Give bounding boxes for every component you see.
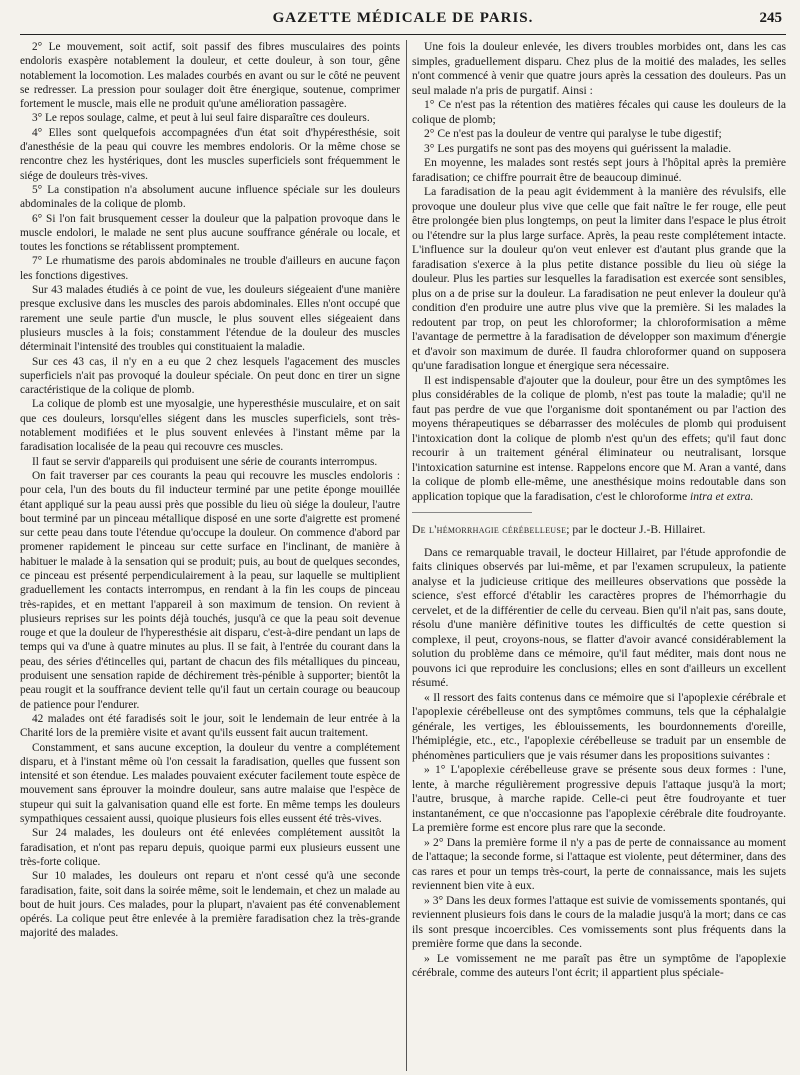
paragraph: Sur 24 malades, les douleurs ont été enlevées complétement aussitôt la faradisation, et n'ont pas reparu depuis, quoique parmi eux plusieurs eussent une très-forte colique. <box>20 827 400 868</box>
paragraph: Constamment, et sans aucune exception, la douleur du ventre a complétement disparu, et à l'instant même où l'on cessait la faradisation, quelles que fussent son intensité et son étendue. Les malades pouvaient exécuter facilement toute espèce de mouvement sans éprouver la moindre douleur, sans autre malaise que l'espèce de stupeur qui suit la galvanisation quand elle est forte. En même temps les douleurs sympathiques cessaient aussi, quoique plusieurs fois elles eussent été très-vives. <box>20 741 400 826</box>
paragraph: Sur ces 43 cas, il n'y en a eu que 2 chez lesquels l'agacement des muscles superficiels n'ait pas provoqué la douleur spéciale. On peut donc en tirer un signe caractéristique de la colique de plomb. <box>20 355 400 397</box>
section-title: De l'hémorrhagie cérébelleuse <box>412 523 567 536</box>
paragraph: « Il ressort des faits contenus dans ce mémoire que si l'apoplexie cérébrale et l'apoplexie cérébelleuse ont des symptômes communs, tels que la céphalalgie générale, les vertiges, les éblouissements, les bourdonnements d'oreille, l'hémiplégie, etc., etc., l'apoplexie cérébelleuse se traduit par un ensemble de phénomènes particuliers que je vais résumer dans les propositions suivantes : <box>412 690 786 762</box>
paragraph: 3° Les purgatifs ne sont pas des moyens qui guérissent la maladie. <box>424 141 732 155</box>
paragraph <box>412 374 786 505</box>
text-columns <box>20 40 786 1071</box>
paragraph: 2° Ce n'est pas la douleur de ventre qui paralyse le tube digestif; <box>424 127 722 140</box>
paragraph: 7° Le rhumatisme des parois abdominales ne trouble d'ailleurs en aucune façon les fonctions digestives. <box>20 255 400 282</box>
section-byline: ; par le docteur J.-B. Hillairet. <box>566 523 706 536</box>
paragraph: 6° Si l'on fait brusquement cesser la douleur que la palpation provoque dans le muscle endolori, le malade ne sent plus aucune souffrance générale ou locale, et toutes les fonctions se rétablissent promptement. <box>20 212 400 254</box>
column-divider <box>406 40 407 1071</box>
right-column <box>412 40 786 1071</box>
paragraph: Il faut se servir d'appareils qui produisent une série de courants interrompus. <box>32 455 378 468</box>
section-heading <box>412 523 786 538</box>
paragraph: » 3° Dans les deux formes l'attaque est suivie de vomissements spontanés, qui reviennent plusieurs fois dans le cours de la maladie jusqu'à la mort; dans ce cas ils sont presque incoercibles. Ces vomissements sont plus fréquents dans la première forme que dans la seconde. <box>412 893 786 950</box>
paragraph-text: Il est indispensable d'ajouter que la douleur, pour être un des symptômes les plus considérables de la colique de plomb, n'est pas toute la maladie; qu'il ne faut pas perdre de vue que l'organisme doit spontanément ou par l'action des moyens thérapeutiques se débarrasser des molécules de plomb qui produisent l'intoxication dont la colique de plomb n'est qu'un des effets; qu'il faut donc recourir à un traitement général éliminateur ou neutralisant, lorsque l'intoxication saturnine est intense. Rappelons encore que M. Aran a vanté, dans la colique de plomb elle-même, une anesthésique moins redoutable dans son application topique que la faradisation, c'est le chloroforme <box>412 373 786 503</box>
paragraph: 42 malades ont été faradisés soit le jour, soit le lendemain de leur entrée à la Charité lors de la première visite et avant qu'ils eussent fait aucun traitement. <box>20 712 400 740</box>
paragraph: Une fois la douleur enlevée, les divers troubles morbides ont, dans les cas simples, graduellement disparu. Chez plus de la moitié des malades, les selles n'ont commencé à venir que quatre jours après la cessation des douleurs. Pas un seul malade n'a pris de purgatif. Ainsi : <box>412 40 786 97</box>
paragraph: En moyenne, les malades sont restés sept jours à l'hôpital après la première faradisation; ce chiffre pourrait être de beaucoup diminué. <box>412 156 786 184</box>
page-number: 245 <box>759 10 782 26</box>
paragraph: On fait traverser par ces courants la peau qui recouvre les muscles endoloris : pour cela, l'un des bouts du fil inducteur terminé par une petite éponge mouillée étant appliqué sur la peau aussi près que possible du lieu où siége la douleur, l'autre bout terminé par un pinceau métallique disposé en une sorte d'aigrette est promené sur cette peau dans toute l'étendue qu'occupe la douleur. On commence d'abord par promener rapidement le pinceau sur cette surface en l'inclinant, de manière à habituer le malade à la sensation qui se produit; puis, au bout de quelques secondes, ce pinceau est présenté perpendiculairement à la peau, sur laquelle se multiplient graduellement les contacts interrompus, en rendant à la fin les coups de pinceau très-rapides, et en mettant l'appareil à son maximum de tension. On revient à plusieurs reprises sur les points déjà touchés, jusqu'à ce que la peau soit devenue rouge et que la douleur de l'hyperesthésie ait disparu, c'est-à-dire pendant un laps de temps qui va d'une à quatre minutes au plus. Il se fait, à l'entrée du courant dans la peau, des séries d'étincelles qui, partant de chacun des fils métalliques du pinceau, produisent une sensation rapide de déchirement très-pénible à supporter; bientôt la peau rougit et la souffrance devient telle qu'il faut un certain courage ou beaucoup de patience pour l'endurer. <box>20 469 400 711</box>
left-column <box>20 40 400 1071</box>
paragraph: » 2° Dans la première forme il n'y a pas de perte de connaissance au moment de l'attaque; la seconde forme, si l'attaque est violente, peut déterminer, dans des cas rares et pour un temps très-court, la perte de connaissance, mais les sujets reviennent bien vite à eux. <box>412 835 786 892</box>
paragraph: 1° Ce n'est pas la rétention des matières fécales qui cause les douleurs de la colique de plomb; <box>412 98 786 126</box>
paragraph: Sur 43 malades étudiés à ce point de vue, les douleurs siégeaient d'une manière presque exclusive dans les muscles des parois abdominales. Elles n'ont occupé que rarement une seule partie d'un muscle, le plus souvent elles siégeaient dans plusieurs muscles à la fois; constamment l'étendue de la douleur des muscles déterminait l'intensité des troubles qui constituaient la maladie. <box>20 284 400 354</box>
paragraph: 3° Le repos soulage, calme, et peut à lui seul faire disparaître ces douleurs. <box>32 112 370 125</box>
paragraph: » Le vomissement ne me paraît pas être un symptôme de l'apoplexie cérébrale, comme des auteurs l'ont écrit; il appartient plus spéciale- <box>412 951 786 979</box>
paragraph: 2° Le mouvement, soit actif, soit passif des fibres musculaires des points endoloris exaspère notablement la douleur, et cette douleur, à son tour, gêne notablement la locomotion. Les malades courbés en avant ou sur le côté ne peuvent se redresser. La pression pour soulager doit être énergique, soutenue, comprimer fortement le muscle, mais elle ne produit qu'une amélioration passagère. <box>20 41 400 111</box>
paragraph: La faradisation de la peau agit évidemment à la manière des révulsifs, elle provoque une douleur plus vive que celle que fait naître le fer rouge, elle peut être prolongée bien plus longtemps, on peut la limiter dans l'espace le plus étroit ou l'étendre sur la plus large surface. Après, la peau reste complétement intacte. L'influence sur la douleur qu'on veut enlever est d'autant plus grande que la faradisation s'exerce à la plus petite distance possible du lieu où siége la douleur. Plus les parties sur lesquelles la faradisation est exercée sont sensibles, plus on a de prise sur la douleur. La faradisation ne peut enlever la douleur qu'à condition d'en produire une autre plus vive que la première. Si les malades la redoutent par trop, on peut les chloroformer; la chloroformisation a même l'avantage de permettre à la faradisation de développer son maximum d'énergie et d'avoir son maximum de durée. Il faudra chloroformer quand on supposera qu'une faradisation longue et énergique sera nécessaire. <box>412 185 786 372</box>
paragraph: Dans ce remarquable travail, le docteur Hillairet, par l'étude approfondie de faits cliniques observés par lui-même, et par l'examen scrupuleux, la patiente analyse et la judicieuse critique des meilleures observations que possède la science, s'est efforcé d'établir les caractères propres de l'hémorrhagie du cervelet, et de la différentier de celle du cerveau. Bien qu'il n'ait pas, sans doute, résolu d'une manière définitive toutes les difficultés de cette question si complexe, il peut, croyons-nous, se flatter d'avoir avancé considérablement la solution du problème dans ce mémoire, qu'il faut méditer, mais dont nous ne pouvons ici que reproduire les conclusions; elles en sont d'ailleurs un excellent résumé. <box>412 545 786 689</box>
paragraph: La colique de plomb est une myosalgie, une hyperesthésie musculaire, et on sait que ces douleurs, lorsqu'elles siégent dans les muscles superficiels, sont très-notablement modifiées et le plus souvent enlevées à l'instant même par la faradisation localisée de la peau qui recouvre ces muscles. <box>20 398 400 454</box>
paragraph: » 1° L'apoplexie cérébelleuse grave se présente sous deux formes : l'une, lente, à marche régulièrement progressive depuis l'attaque jusqu'à la mort; l'autre, brusque, à marche rapide. Celle-ci peut être foudroyante et tuer instantanément, ce que n'occasionne pas l'apoplexie cérébrale dite foudroyante. La première forme est encore plus rare que la seconde. <box>412 763 786 834</box>
italic-phrase: intra et extra. <box>690 489 754 503</box>
paragraph: 4° Elles sont quelquefois accompagnées d'un état soit d'hypéresthésie, soit d'anesthésie de la peau qui couvre les membres endoloris. Or la même chose se rencontre chez les hystériques, dont les muscles superficiels sont fréquemment le siége de douleurs très-vives. <box>20 126 400 182</box>
page-header <box>20 6 786 35</box>
paragraph: Sur 10 malades, les douleurs ont reparu et n'ont cessé qu'à une seconde faradisation, faite, soit dans la soirée même, soit le lendemain, et chez un malade au bout de huit jours. Ces malades, pour la plupart, n'avaient pas été convenablement opérés. La colique peut être enlevée à la première faradisation chez la très-grande majorité des malades. <box>20 870 400 940</box>
paragraph: 5° La constipation n'a absolument aucune influence spéciale sur les douleurs abdominales de la colique de plomb. <box>20 183 400 211</box>
journal-title: GAZETTE MÉDICALE DE PARIS. <box>272 10 534 26</box>
section-separator <box>412 512 532 513</box>
